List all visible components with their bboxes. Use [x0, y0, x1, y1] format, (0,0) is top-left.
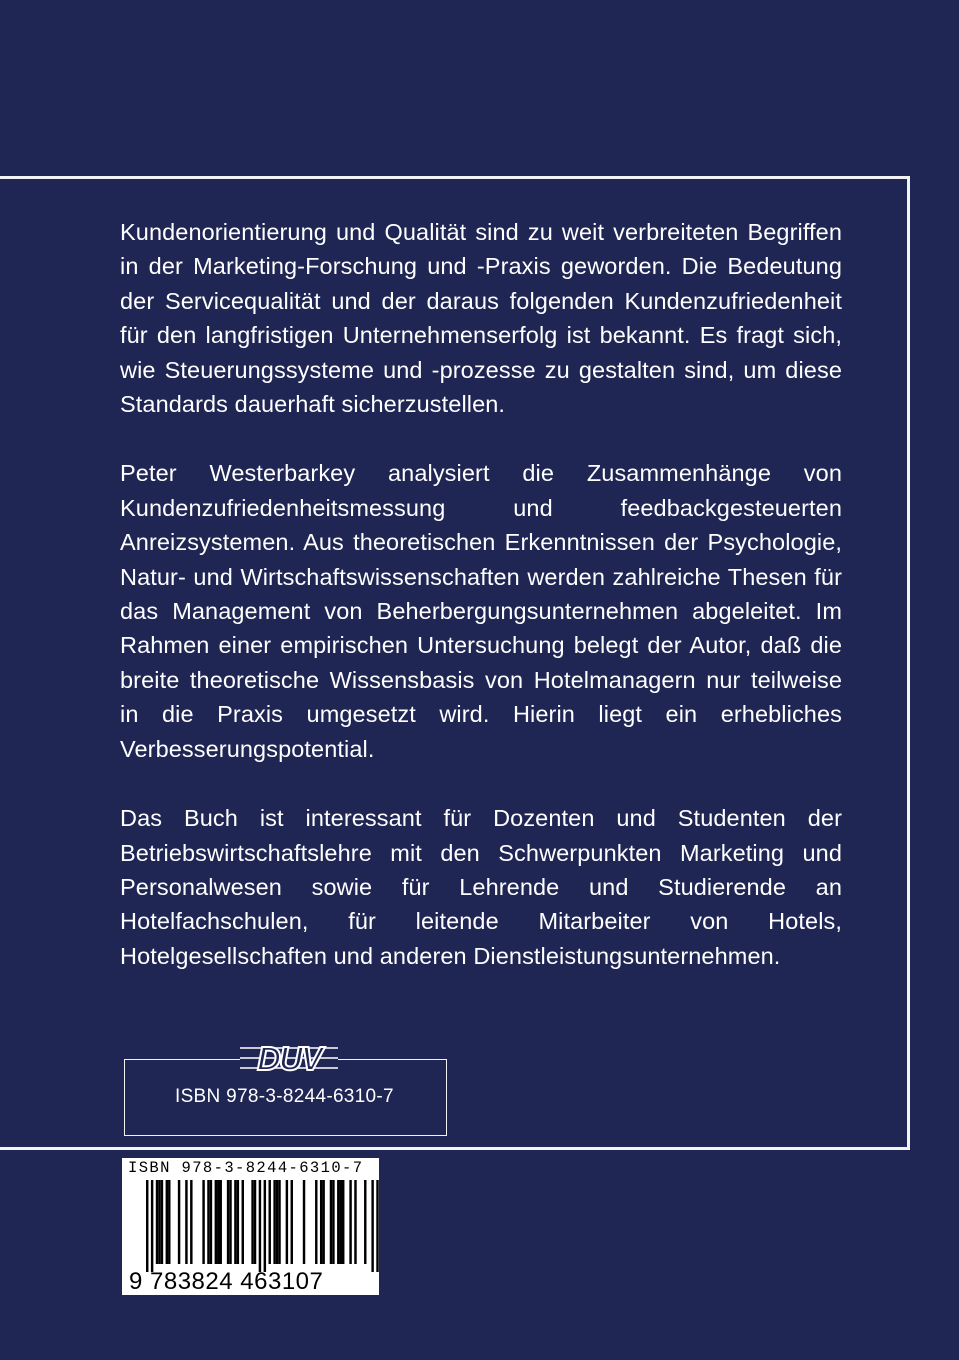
barcode-bar — [234, 1180, 236, 1264]
publisher-isbn-label: ISBN 978-3-8244-6310-7 — [175, 1086, 394, 1107]
barcode-bar — [151, 1180, 153, 1272]
logo-text: DUV — [257, 1041, 321, 1075]
barcode-bar — [156, 1180, 158, 1264]
duv-logo — [240, 1041, 338, 1075]
barcode-isbn-line: ISBN 978-3-8244-6310-7 — [128, 1159, 364, 1177]
barcode-bar — [229, 1180, 231, 1264]
barcode-bar — [337, 1180, 339, 1264]
barcode-bar — [332, 1180, 334, 1264]
barcode-bar — [322, 1180, 324, 1264]
barcode-bar — [330, 1180, 332, 1264]
barcode-bar — [320, 1180, 322, 1264]
barcode-bar — [185, 1180, 187, 1264]
barcode-bar — [161, 1180, 163, 1264]
barcode-bar — [237, 1180, 239, 1264]
barcode-bar — [371, 1180, 373, 1272]
blurb-paragraph-1: Kundenorientierung und Qualität sind zu weit verbreiteten Begriffen in der Marketing-Forschung und -Praxis geworden. Die Bedeutung der Servicequalität und der daraus folgenden Kundenzufriedenheit für den langfristigen Unternehmenserfolg ist bekannt. Es fragt sich, wie Steuerungssysteme und -prozesse zu gestalten sind, um diese Standards dauerhaft sicherzustellen. — [120, 219, 842, 418]
barcode-bar — [342, 1180, 344, 1264]
barcode-bar — [210, 1180, 212, 1264]
barcode-bar — [286, 1180, 288, 1264]
barcode-bar — [376, 1180, 378, 1272]
barcode-bar — [178, 1180, 180, 1264]
barcode-bar — [278, 1180, 280, 1264]
barcode-bar — [303, 1180, 305, 1264]
barcode-bar — [168, 1180, 170, 1264]
barcode-bar — [269, 1180, 271, 1264]
barcode-bar — [190, 1180, 192, 1264]
barcode-bar — [291, 1180, 293, 1264]
barcode-bar — [215, 1180, 217, 1264]
barcode-bar — [146, 1180, 148, 1272]
barcode-bar — [251, 1180, 253, 1264]
back-cover-blurb — [120, 215, 842, 973]
barcode-bar — [259, 1180, 261, 1272]
barcode-bar — [354, 1180, 356, 1264]
barcode-bar — [276, 1180, 278, 1264]
barcode-bar — [340, 1180, 342, 1264]
barcode-bar — [315, 1180, 317, 1264]
barcode-bar — [217, 1180, 219, 1264]
barcode-bar — [349, 1180, 351, 1264]
barcode-bar — [207, 1180, 209, 1264]
barcode-bar — [273, 1180, 275, 1264]
barcode-bar — [254, 1180, 256, 1264]
barcode-bar — [166, 1180, 168, 1264]
barcode-bar — [202, 1180, 204, 1264]
blurb-paragraph-3: Das Buch ist interessant für Dozenten und Studenten der Betriebswirtschaftslehre mit den Schwerpunkten Marketing und Personalwesen sowie für Lehrende und Studierende an Hotelfachschulen, für leitende Mitarbeiter von Hotels, Hotelgesellschaften und anderen Dienstleistungsunternehmen. — [120, 805, 842, 969]
barcode-bar — [364, 1180, 366, 1264]
barcode-bar — [264, 1180, 266, 1272]
barcode-bar — [220, 1180, 222, 1264]
barcode-bar — [158, 1180, 160, 1264]
barcode-bar — [242, 1180, 244, 1264]
barcode-bar — [227, 1180, 229, 1264]
barcode-digits: 9 783824 463107 — [129, 1268, 324, 1295]
barcode-panel — [122, 1158, 379, 1295]
blurb-paragraph-2: Peter Westerbarkey analysiert die Zusammenhänge von Kundenzufriedenheitsmessung und feedbackgesteuerten Anreizsystemen. Aus theoretischen Erkenntnissen der Psychologie, Natur- und Wirtschaftswissenschaften werden zahlreiche Thesen für das Management von Beherbergungsunternehmen abgeleitet. Im Rahmen einer empirischen Untersuchung belegt der Autor, daß die breite theoretische Wissensbasis von Hotelmanagern nur teilweise in die Praxis umgesetzt wird. Hierin liegt ein erhebliches Verbesserungspotential. — [120, 460, 842, 762]
